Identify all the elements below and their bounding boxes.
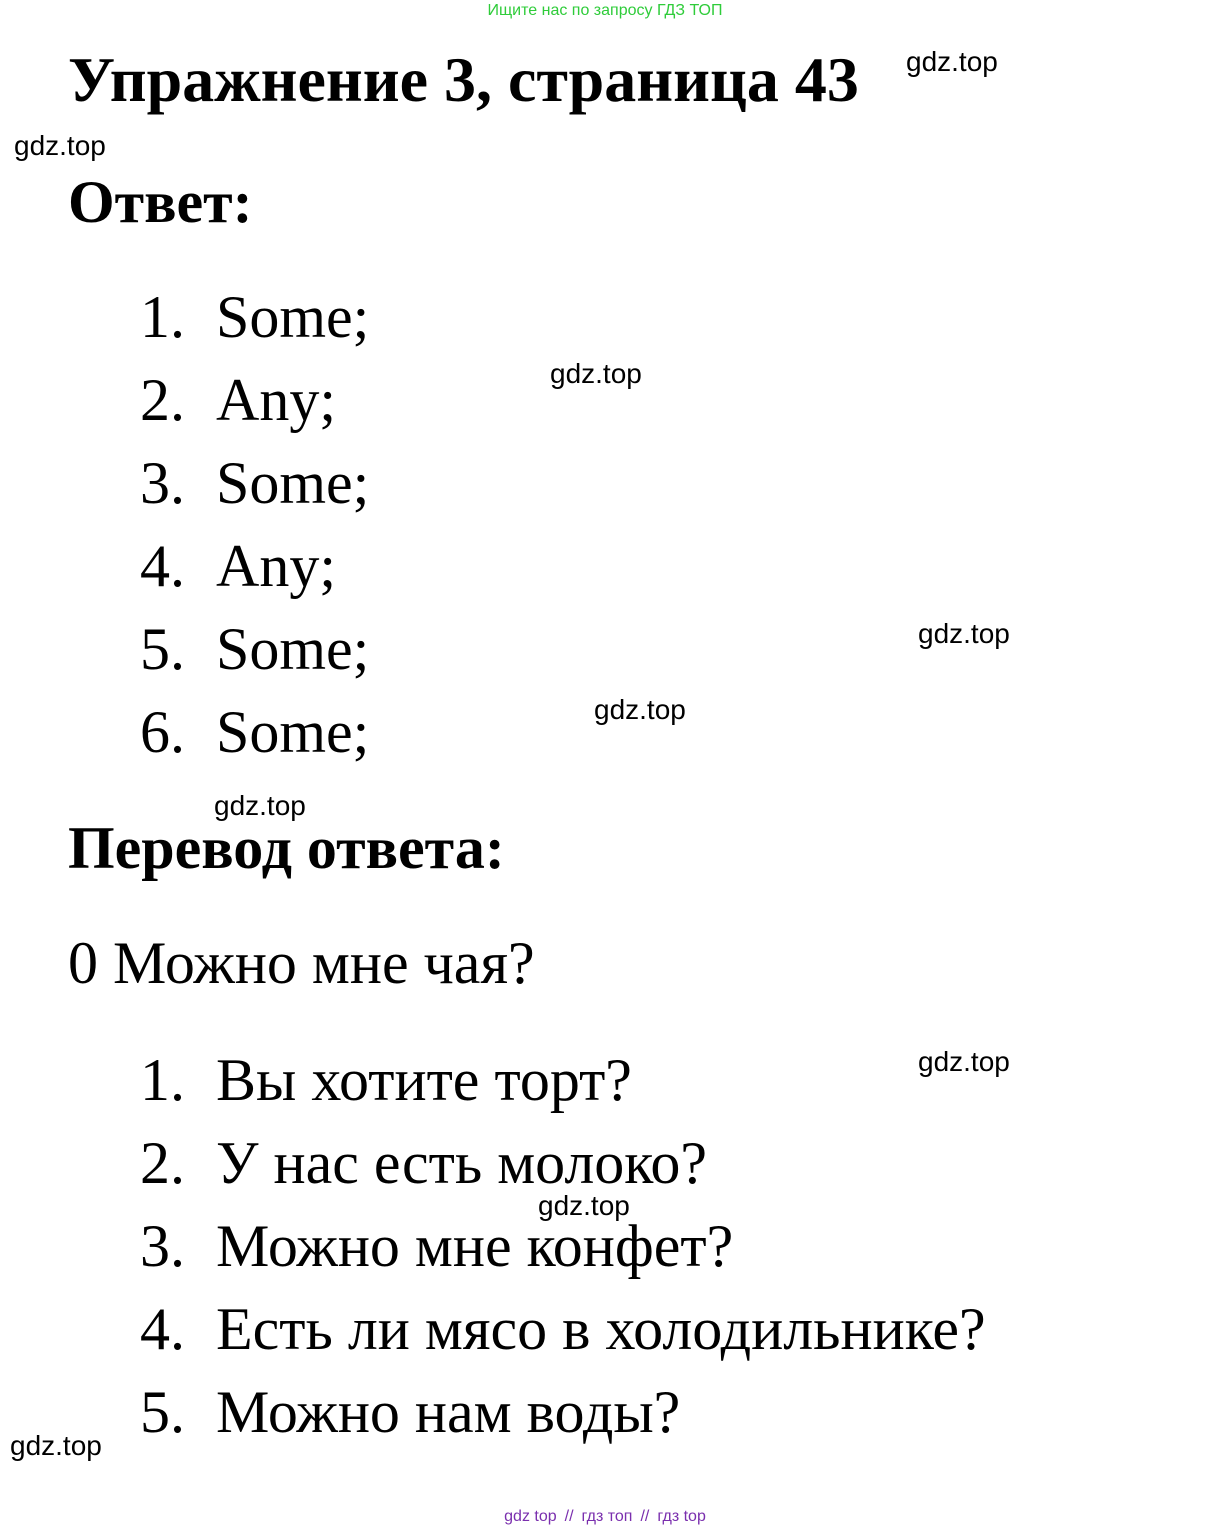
- footer-link[interactable]: гдз топ: [581, 1508, 633, 1525]
- answer-text: Some;: [216, 450, 370, 516]
- watermark: gdz.top: [10, 1430, 102, 1461]
- translation-number: 4.: [140, 1296, 185, 1362]
- footer-link[interactable]: гдз top: [657, 1508, 706, 1525]
- answer-text: Any;: [216, 367, 336, 433]
- page-title: Упражнение 3, страница 43: [68, 44, 859, 115]
- translation-number: 2.: [140, 1130, 185, 1196]
- translation-item: [140, 1377, 986, 1460]
- translation-text: Вы хотите торт?: [216, 1047, 632, 1113]
- answer-item: [140, 282, 369, 365]
- translation-text: Есть ли мясо в холодильнике?: [216, 1296, 986, 1362]
- answer-number: 3.: [140, 450, 185, 516]
- translation-item: [140, 1045, 986, 1128]
- footer-link[interactable]: gdz top: [504, 1508, 557, 1525]
- translation-item: [140, 1211, 986, 1294]
- translation-item: [140, 1294, 986, 1377]
- answer-list: [140, 282, 369, 780]
- answer-heading: Ответ:: [68, 169, 253, 235]
- answer-item: [140, 448, 369, 531]
- answer-number: 4.: [140, 533, 185, 599]
- answer-item: [140, 531, 369, 614]
- translation-text: У нас есть молоко?: [216, 1130, 708, 1196]
- watermark: gdz.top: [14, 130, 106, 161]
- answer-item: [140, 614, 369, 697]
- answer-text: Some;: [216, 699, 370, 765]
- answer-item: [140, 365, 369, 448]
- answer-item: [140, 697, 369, 780]
- watermark: gdz.top: [594, 694, 686, 725]
- answer-number: 1.: [140, 284, 185, 350]
- watermark: gdz.top: [550, 358, 642, 389]
- footer-separator: //: [564, 1508, 574, 1525]
- translation-number: 3.: [140, 1213, 185, 1279]
- watermark: gdz.top: [538, 1190, 630, 1221]
- watermark: gdz.top: [214, 790, 306, 821]
- footer-separator: //: [640, 1508, 650, 1525]
- answer-number: 6.: [140, 699, 185, 765]
- translation-text: Можно мне конфет?: [216, 1213, 734, 1279]
- watermark: gdz.top: [918, 618, 1010, 649]
- translation-number: 5.: [140, 1379, 185, 1445]
- answer-text: Some;: [216, 284, 370, 350]
- answer-number: 2.: [140, 367, 185, 433]
- translation-text: Можно нам воды?: [216, 1379, 681, 1445]
- translation-number: 1.: [140, 1047, 185, 1113]
- translation-heading: Перевод ответа:: [68, 815, 505, 881]
- watermark: gdz.top: [906, 46, 998, 77]
- answer-text: Any;: [216, 533, 336, 599]
- watermark: gdz.top: [918, 1046, 1010, 1077]
- top-banner: Ищите нас по запросу ГДЗ ТОП: [487, 2, 723, 19]
- example-sentence: 0 Можно мне чая?: [68, 930, 535, 996]
- translation-list: [140, 1045, 986, 1460]
- answer-number: 5.: [140, 616, 185, 682]
- bottom-banner: [0, 1508, 1210, 1526]
- answer-text: Some;: [216, 616, 370, 682]
